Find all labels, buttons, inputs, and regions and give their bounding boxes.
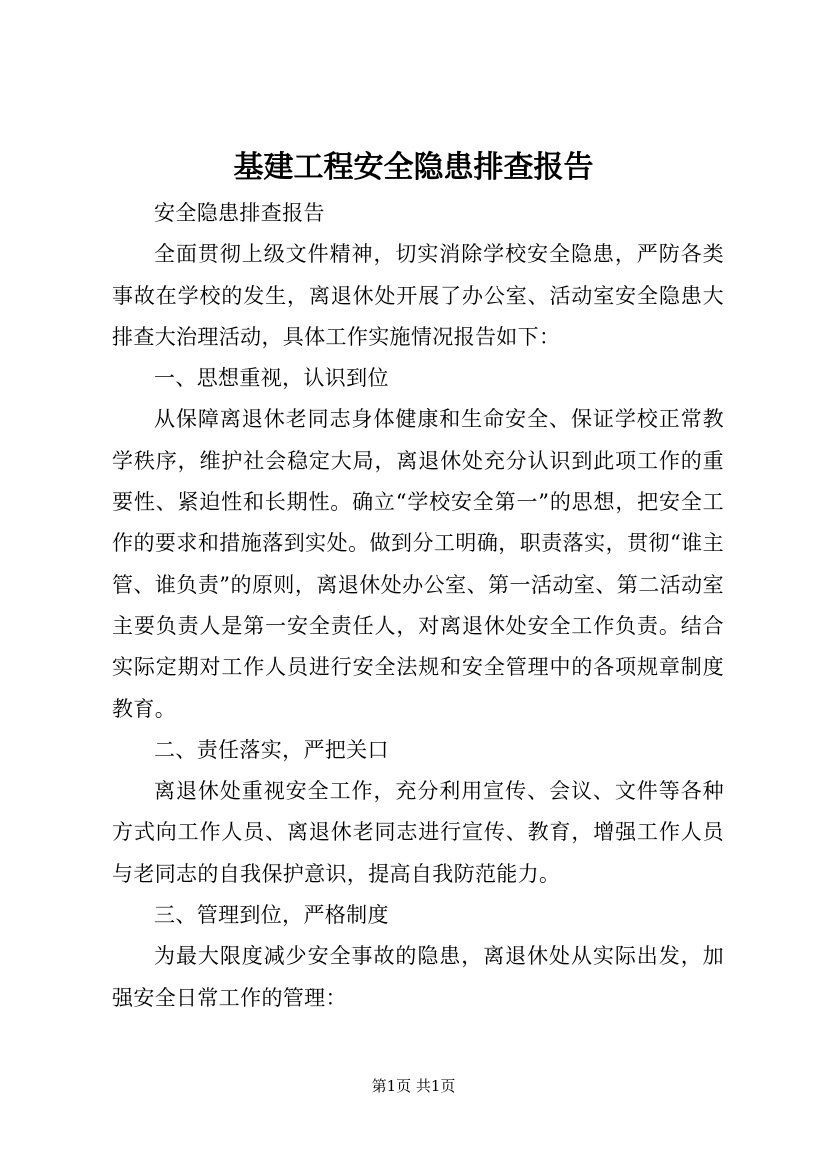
section-heading-1: 一、思想重视，认识到位: [154, 366, 389, 391]
paragraph-section-1: 从保障离退休老同志身体健康和生命安全、保证学校正常教学秩序，维护社会稳定大局，离退休处充分认识到此项工作的重要性、紧迫性和长期性。确立“学校安全第一”的思想，把安全工作的要求和措施落到实处。做到分工明确，职责落实，贯彻“谁主管、谁负责”的原则，离退休处办公室、第一活动室、第二活动室主要负责人是第一安全责任人，对离退休处安全工作负责。结合实际定期对工作人员进行安全法规和安全管理中的各项规章制度教育。: [112, 407, 724, 721]
document-title: 基建工程安全隐患排查报告: [233, 150, 594, 185]
section-heading-2: 二、责任落实，严把关口: [154, 737, 389, 762]
paragraph-subtitle: 安全隐患排查报告: [154, 201, 325, 225]
paragraph-intro: 全面贯彻上级文件精神，切实消除学校安全隐患，严防各类事故在学校的发生，离退休处开展了办公室、活动室安全隐患大排查大治理活动，具体工作实施情况报告如下：: [112, 242, 724, 349]
paragraph-section-3: 为最大限度减少安全事故的隐患，离退休处从实际出发，加强安全日常工作的管理：: [112, 944, 724, 1010]
section-heading-3: 三、管理到位，严格制度: [154, 903, 389, 928]
document-body: [112, 193, 724, 1019]
page-footer: 第1页 共1页: [371, 1077, 456, 1095]
paragraph-section-2: 离退休处重视安全工作，充分利用宣传、会议、文件等各种方式向工作人员、离退休老同志进行宣传、教育，增强工作人员与老同志的自我保护意识，提高自我防范能力。: [112, 779, 724, 886]
